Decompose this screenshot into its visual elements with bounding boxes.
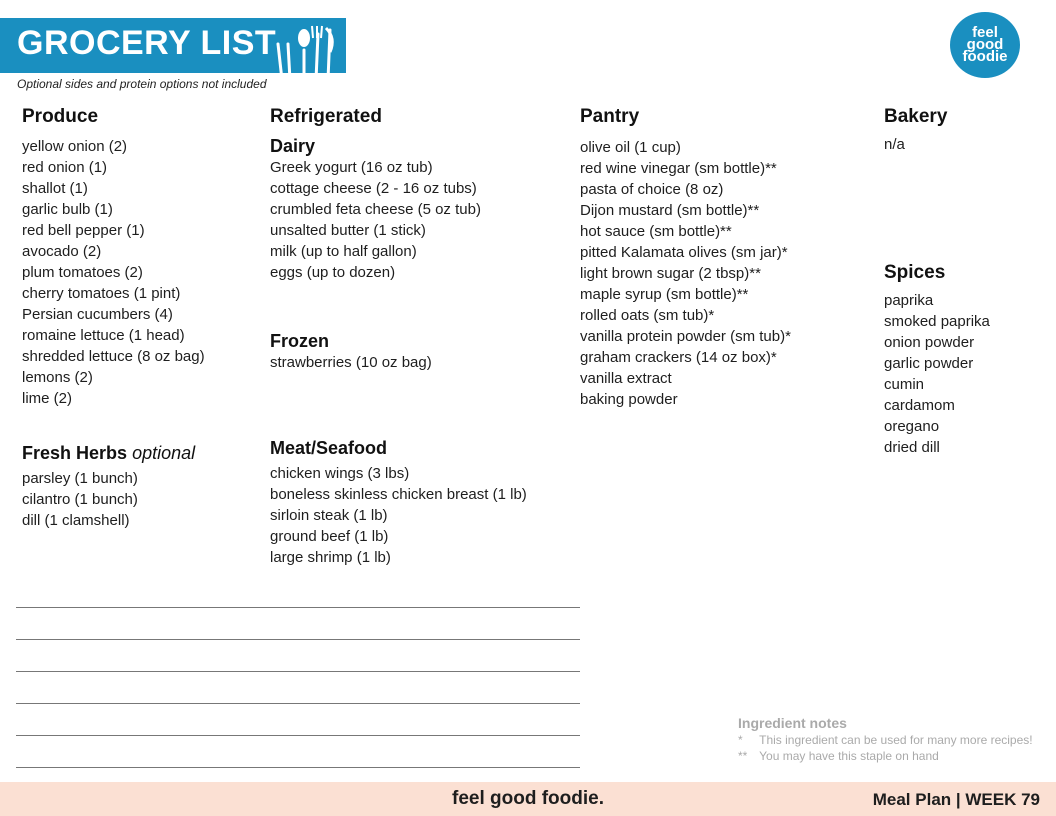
- list-item: cherry tomatoes (1 pint): [22, 285, 181, 302]
- list-item: pitted Kalamata olives (sm jar)*: [580, 244, 788, 261]
- frozen-list: [270, 352, 432, 373]
- list-item: romaine lettuce (1 head): [22, 327, 185, 344]
- list-item: oregano: [884, 418, 940, 435]
- writing-line: [16, 735, 580, 736]
- logo-line-good: good: [966, 36, 1004, 53]
- list-item: baking powder: [580, 391, 678, 408]
- page-title: GROCERY LIST: [17, 24, 277, 62]
- list-item: pasta of choice (8 oz): [580, 181, 724, 198]
- produce-section: [22, 106, 205, 409]
- writing-line: [16, 639, 580, 640]
- list-item: cumin: [884, 376, 925, 393]
- list-item: shredded lettuce (8 oz bag): [22, 348, 205, 365]
- bakery-list: [884, 134, 947, 155]
- list-item: Dijon mustard (sm bottle)**: [580, 202, 760, 219]
- list-item: maple syrup (sm bottle)**: [580, 286, 749, 303]
- meal-plan-week: Meal Plan | WEEK 79: [872, 790, 1040, 809]
- brand-logo: [950, 12, 1020, 78]
- fresh-herbs-heading: [22, 442, 195, 464]
- dairy-list: [270, 157, 481, 283]
- list-item: parsley (1 bunch): [22, 470, 138, 487]
- list-item: light brown sugar (2 tbsp)**: [580, 265, 761, 282]
- list-item: red onion (1): [22, 159, 108, 176]
- title-banner: [0, 18, 346, 73]
- list-item: rolled oats (sm tub)*: [580, 307, 715, 324]
- list-item: n/a: [884, 136, 905, 153]
- note-single-star: [738, 732, 1033, 748]
- list-item: dill (1 clamshell): [22, 512, 130, 529]
- list-item: cottage cheese (2 - 16 oz tubs): [270, 180, 477, 197]
- list-item: unsalted butter (1 stick): [270, 222, 426, 239]
- list-item: dried dill: [884, 439, 940, 456]
- note-text: You may have this staple on hand: [759, 749, 939, 763]
- list-item: graham crackers (14 oz box)*: [580, 349, 777, 366]
- writing-line: [16, 767, 580, 768]
- list-item: vanilla protein powder (sm tub)*: [580, 328, 791, 345]
- spices-list: [884, 290, 990, 458]
- fresh-herbs-section: [22, 442, 195, 531]
- footer-bar: [0, 782, 1056, 816]
- list-item: olive oil (1 cup): [580, 139, 681, 156]
- list-item: avocado (2): [22, 243, 102, 260]
- list-item: boneless skinless chicken breast (1 lb): [270, 486, 527, 503]
- meat-seafood-section: [270, 437, 527, 568]
- list-item: plum tomatoes (2): [22, 264, 143, 281]
- list-item: smoked paprika: [884, 313, 990, 330]
- list-item: eggs (up to dozen): [270, 264, 396, 281]
- dairy-heading: Dairy: [270, 136, 316, 156]
- produce-heading: Produce: [22, 106, 99, 127]
- list-item: yellow onion (2): [22, 138, 128, 155]
- list-item: Greek yogurt (16 oz tub): [270, 159, 433, 176]
- list-item: chicken wings (3 lbs): [270, 465, 410, 482]
- logo-line-feel: feel: [972, 24, 998, 41]
- spices-heading: Spices: [884, 262, 946, 283]
- notes-title: Ingredient notes: [738, 715, 847, 731]
- list-item: lime (2): [22, 390, 73, 407]
- list-item: shallot (1): [22, 180, 88, 197]
- bakery-heading: Bakery: [884, 106, 948, 127]
- list-item: lemons (2): [22, 369, 93, 386]
- meat-seafood-heading: Meat/Seafood: [270, 438, 388, 458]
- list-item: Persian cucumbers (4): [22, 306, 173, 323]
- utensils-icon: [272, 24, 342, 90]
- bakery-section: [884, 106, 947, 155]
- produce-list: [22, 136, 205, 409]
- list-item: vanilla extract: [580, 370, 672, 387]
- fresh-herbs-title: Fresh Herbs: [22, 443, 128, 463]
- note-mark: **: [738, 749, 748, 763]
- footer-logo: feel good foodie.: [452, 788, 604, 809]
- refrigerated-heading: Refrigerated: [270, 106, 382, 127]
- list-item: hot sauce (sm bottle)**: [580, 223, 732, 240]
- list-item: onion powder: [884, 334, 975, 351]
- list-item: milk (up to half gallon): [270, 243, 417, 260]
- refrigerated-section: [270, 106, 481, 283]
- meat-seafood-list: [270, 463, 527, 568]
- list-item: cilantro (1 bunch): [22, 491, 138, 508]
- frozen-heading: Frozen: [270, 331, 330, 351]
- spices-section: [884, 262, 990, 458]
- frozen-section: [270, 330, 432, 373]
- pantry-section: [580, 106, 791, 410]
- list-item: cardamom: [884, 397, 955, 414]
- note-mark: *: [738, 733, 743, 747]
- list-item: ground beef (1 lb): [270, 528, 389, 545]
- subtitle: Optional sides and protein options not included: [17, 77, 267, 91]
- list-item: garlic powder: [884, 355, 974, 372]
- fresh-herbs-list: [22, 468, 195, 531]
- list-item: garlic bulb (1): [22, 201, 113, 218]
- writing-line: [16, 607, 580, 608]
- ingredient-notes: [738, 714, 1033, 764]
- pantry-heading: Pantry: [580, 106, 640, 127]
- fresh-herbs-optional: optional: [132, 443, 196, 463]
- writing-line: [16, 671, 580, 672]
- note-text: This ingredient can be used for many more recipes!: [759, 733, 1033, 747]
- list-item: red bell pepper (1): [22, 222, 145, 239]
- list-item: large shrimp (1 lb): [270, 549, 391, 566]
- list-item: crumbled feta cheese (5 oz tub): [270, 201, 481, 218]
- list-item: strawberries (10 oz bag): [270, 354, 432, 371]
- pantry-list: [580, 137, 791, 410]
- list-item: red wine vinegar (sm bottle)**: [580, 160, 777, 177]
- note-double-star: [738, 748, 1033, 764]
- logo-line-foodie: foodie: [962, 48, 1008, 65]
- writing-line: [16, 703, 580, 704]
- list-item: sirloin steak (1 lb): [270, 507, 388, 524]
- list-item: paprika: [884, 292, 934, 309]
